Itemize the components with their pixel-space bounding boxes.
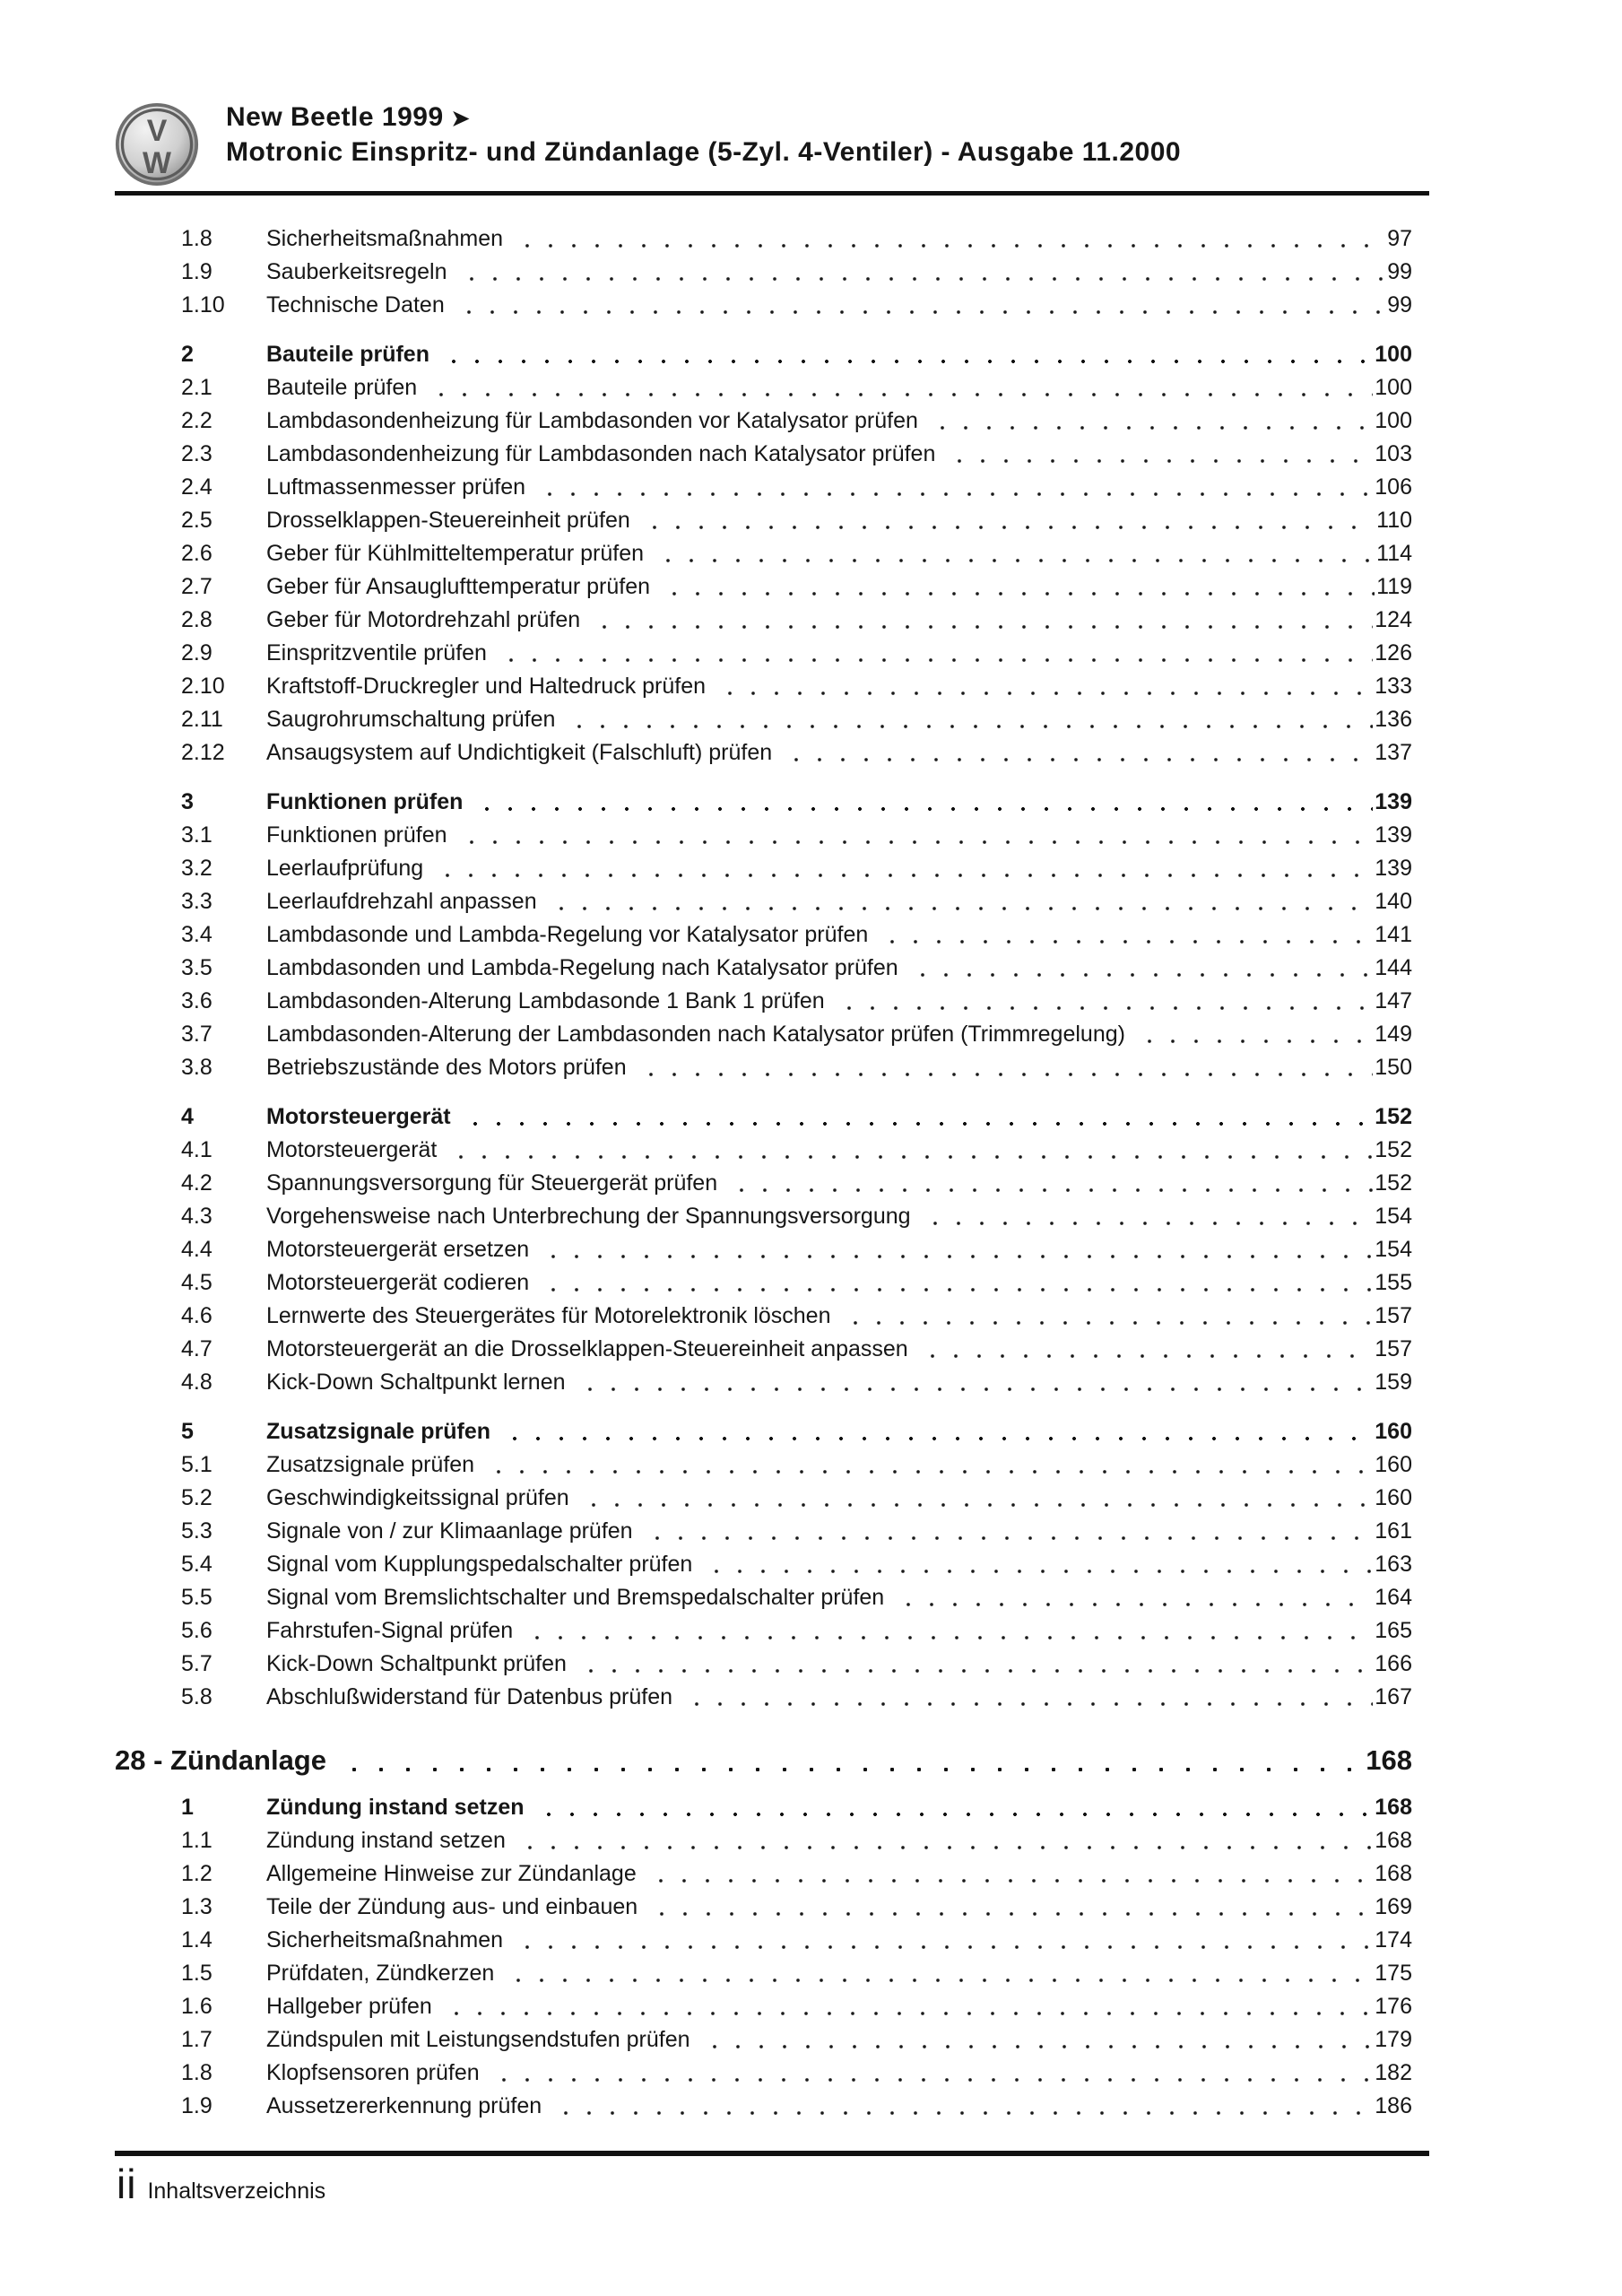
toc-entry-number: 1.8 — [181, 226, 213, 251]
dot-leader — [512, 1924, 1373, 1957]
toc-page-number: 149 — [1375, 1022, 1412, 1047]
toc-row — [115, 1482, 1429, 1515]
toc-page-number: 100 — [1375, 408, 1412, 433]
toc-entry-title: Leerlaufdrehzahl anpassen — [266, 889, 537, 914]
toc-page-number: 152 — [1375, 1137, 1412, 1162]
toc-entry-number: 5.1 — [181, 1452, 213, 1477]
toc-page-number: 160 — [1375, 1419, 1412, 1444]
toc-row — [115, 1548, 1429, 1581]
toc-entry-number: 1.2 — [181, 1861, 213, 1886]
toc-entry-title: Kick-Down Schaltpunkt prüfen — [266, 1651, 567, 1676]
dot-leader — [642, 1515, 1374, 1548]
toc-row — [115, 570, 1429, 604]
toc-entry-title: Zündung instand setzen — [266, 1828, 506, 1853]
toc-row — [115, 1167, 1429, 1200]
toc-page-number: 155 — [1375, 1270, 1412, 1295]
toc-page-number: 168 — [1375, 1795, 1412, 1820]
toc-row — [115, 670, 1429, 703]
toc-entry-number: 2.4 — [181, 474, 213, 500]
toc-page-number: 176 — [1375, 1994, 1412, 2019]
toc-entry-title: Betriebszustände des Motors prüfen — [266, 1055, 627, 1080]
toc-entry-number: 5.8 — [181, 1684, 213, 1709]
dot-leader — [454, 289, 1385, 322]
toc-row — [115, 1739, 1429, 1782]
toc-entry-title: Zündung instand setzen — [266, 1795, 525, 1820]
dot-leader — [646, 1891, 1373, 1924]
dot-leader — [438, 338, 1373, 371]
toc-entry-title: Signal vom Bremslichtschalter und Bremspedalschalter prüfen — [266, 1585, 885, 1610]
toc-row — [115, 1266, 1429, 1300]
toc-row — [115, 1448, 1429, 1482]
dot-leader — [335, 1739, 1364, 1782]
dot-leader — [907, 952, 1374, 985]
toc-entry-title: Kick-Down Schaltpunkt lernen — [266, 1370, 566, 1395]
toc-page-number: 186 — [1375, 2093, 1412, 2118]
dot-leader — [456, 819, 1374, 852]
dot-leader — [781, 736, 1373, 770]
toc-page-number: 124 — [1375, 607, 1412, 632]
toc-row — [115, 1824, 1429, 1857]
header-model-line — [226, 100, 1429, 135]
toc-entry-title: Signale von / zur Klimaanlage prüfen — [266, 1518, 633, 1544]
toc — [115, 222, 1429, 2123]
toc-entry-number: 3.6 — [181, 988, 213, 1013]
dot-leader — [877, 918, 1373, 952]
toc-page-number: 161 — [1375, 1518, 1412, 1544]
toc-page-number: 136 — [1375, 707, 1412, 732]
toc-entry-number: 2 — [181, 342, 194, 367]
toc-entry-title: Funktionen prüfen — [266, 789, 464, 814]
dot-leader — [726, 1167, 1373, 1200]
dot-leader — [639, 504, 1375, 537]
dot-leader — [589, 604, 1373, 637]
vw-logo-icon — [115, 102, 199, 187]
toc-row — [115, 1857, 1429, 1891]
toc-page-number: 175 — [1375, 1961, 1412, 1986]
toc-entry-title: Saugrohrumschaltung prüfen — [266, 707, 556, 732]
toc-page-number: 157 — [1375, 1303, 1412, 1328]
dot-leader — [636, 1051, 1374, 1084]
toc-entry-title: Motorsteuergerät an die Drosselklappen-Steuereinheit anpassen — [266, 1336, 908, 1361]
dot-leader — [426, 371, 1373, 404]
toc-entry-title: Kraftstoff-Druckregler und Haltedruck prüfen — [266, 674, 707, 699]
toc-row — [115, 1990, 1429, 2023]
toc-entry-title: Lernwerte des Steuergerätes für Motorelektronik löschen — [266, 1303, 831, 1328]
toc-entry-number: 4.3 — [181, 1204, 213, 1229]
toc-entry-number: 4.6 — [181, 1303, 213, 1328]
toc-entry-title: Motorsteuergerät — [266, 1104, 451, 1129]
toc-row — [115, 1200, 1429, 1233]
toc-row — [115, 736, 1429, 770]
toc-page-number: 168 — [1375, 1828, 1412, 1853]
toc-page-number: 169 — [1375, 1894, 1412, 1919]
toc-page-number: 99 — [1387, 292, 1412, 317]
toc-entry-title: Motorsteuergerät codieren — [266, 1270, 530, 1295]
dot-leader — [840, 1300, 1374, 1333]
toc-entry-title: Funktionen prüfen — [266, 822, 447, 848]
toc-entry-title: Zündspulen mit Leistungsendstufen prüfen — [266, 2027, 690, 2052]
toc-page-number: 147 — [1375, 988, 1412, 1013]
toc-page-number: 99 — [1387, 259, 1412, 284]
dot-leader — [432, 852, 1373, 885]
toc-page-number: 166 — [1375, 1651, 1412, 1676]
toc-entry-title: Zusatzsignale prüfen — [266, 1452, 475, 1477]
toc-entry-number: 3.3 — [181, 889, 213, 914]
toc-entry-title: Leerlaufprüfung — [266, 856, 424, 881]
toc-page-number: 163 — [1375, 1552, 1412, 1577]
toc-page-number: 174 — [1375, 1927, 1412, 1952]
toc-row — [115, 1366, 1429, 1399]
toc-entry-title: Luftmassenmesser prüfen — [266, 474, 526, 500]
toc-row — [115, 2090, 1429, 2123]
toc-page-number: 154 — [1375, 1237, 1412, 1262]
toc-row — [115, 819, 1429, 852]
toc-row — [115, 1581, 1429, 1614]
dot-leader — [441, 1990, 1373, 2023]
dot-leader — [522, 1614, 1373, 1648]
toc-entry-number: 1.4 — [181, 1927, 213, 1952]
toc-entry-number: 1.6 — [181, 1994, 213, 2019]
toc-entry-number: 3.1 — [181, 822, 213, 848]
footer-page-number: ii — [117, 2161, 137, 2207]
toc-row — [115, 985, 1429, 1018]
toc-entry-number: 4.7 — [181, 1336, 213, 1361]
toc-page-number: 140 — [1375, 889, 1412, 914]
dot-leader — [578, 1482, 1374, 1515]
dot-leader — [944, 438, 1373, 471]
dot-leader — [653, 537, 1375, 570]
toc-row — [115, 1233, 1429, 1266]
toc-row — [115, 1791, 1429, 1824]
toc-row — [115, 256, 1429, 289]
toc-page-number: 100 — [1375, 375, 1412, 400]
toc-entry-title: Lambdasondenheizung für Lambdasonden vor Katalysator prüfen — [266, 408, 918, 433]
toc-entry-number: 5.4 — [181, 1552, 213, 1577]
toc-entry-number: 2.8 — [181, 607, 213, 632]
toc-entry-number: 5.6 — [181, 1618, 213, 1643]
dot-leader — [512, 222, 1385, 256]
toc-row — [115, 537, 1429, 570]
toc-entry-number: 5.2 — [181, 1485, 213, 1510]
toc-row — [115, 952, 1429, 985]
dot-leader — [515, 1824, 1373, 1857]
toc-entry-number: 1.5 — [181, 1961, 213, 1986]
toc-page-number: 139 — [1375, 822, 1412, 848]
toc-entry-title: Bauteile prüfen — [266, 342, 429, 367]
toc-entry-title: Ansaugsystem auf Undichtigkeit (Falschluft) prüfen — [266, 740, 773, 765]
svg-text:W: W — [143, 145, 171, 180]
toc-entry-title: Signal vom Kupplungspedalschalter prüfen — [266, 1552, 693, 1577]
toc-entry-number: 4.5 — [181, 1270, 213, 1295]
toc-entry-title: Allgemeine Hinweise zur Zündanlage — [266, 1861, 637, 1886]
toc-page-number: 137 — [1375, 740, 1412, 765]
toc-entry-number: 1.7 — [181, 2027, 213, 2052]
toc-entry-title: Lambdasonden-Alterung der Lambdasonden nach Katalysator prüfen (Trimmregelung) — [266, 1022, 1125, 1047]
page-header — [115, 100, 1429, 180]
dot-leader — [551, 2090, 1373, 2123]
toc-entry-number: 4.4 — [181, 1237, 213, 1262]
dot-leader — [496, 637, 1373, 670]
toc-entry-title: Teile der Zündung aus- und einbauen — [266, 1894, 638, 1919]
dot-leader — [538, 1266, 1373, 1300]
toc-row — [115, 1300, 1429, 1333]
toc-page-number: 106 — [1375, 474, 1412, 500]
toc-page-number: 159 — [1375, 1370, 1412, 1395]
dot-leader — [701, 1548, 1373, 1581]
toc-page-number: 110 — [1376, 508, 1412, 533]
toc-entry-title: Motorsteuergerät ersetzen — [266, 1237, 530, 1262]
toc-row — [115, 918, 1429, 952]
toc-page-number: 133 — [1375, 674, 1412, 699]
toc-page-number: 182 — [1375, 2060, 1412, 2085]
toc-entry-title: Klopfsensoren prüfen — [266, 2060, 480, 2085]
toc-page-number: 168 — [1366, 1744, 1412, 1776]
toc-entry-number: 1 — [181, 1795, 194, 1820]
dot-leader — [576, 1648, 1373, 1681]
dot-leader — [489, 2057, 1374, 2090]
toc-row — [115, 1415, 1429, 1448]
toc-entry-number: 4.8 — [181, 1370, 213, 1395]
toc-page-number: 152 — [1375, 1104, 1412, 1129]
toc-entry-title: Sicherheitsmaßnahmen — [266, 226, 504, 251]
toc-entry-number: 5 — [181, 1419, 194, 1444]
toc-entry-number: 5.5 — [181, 1585, 213, 1610]
toc-row — [115, 1333, 1429, 1366]
toc-entry-number: 3.5 — [181, 955, 213, 980]
dot-leader — [483, 1448, 1373, 1482]
toc-row — [115, 1681, 1429, 1714]
toc-page-number: 119 — [1376, 574, 1412, 599]
toc-page-number: 179 — [1375, 2027, 1412, 2052]
toc-row — [115, 1648, 1429, 1681]
toc-entry-number: 2.7 — [181, 574, 213, 599]
toc-entry-number: 3.4 — [181, 922, 213, 947]
dot-leader — [715, 670, 1373, 703]
toc-page-number: 103 — [1375, 441, 1412, 466]
toc-page-number: 150 — [1375, 1055, 1412, 1080]
toc-page-number: 152 — [1375, 1170, 1412, 1196]
header-subtitle: Motronic Einspritz- und Zündanlage (5-Zyl. 4-Ventiler) - Ausgabe 11.2000 — [226, 137, 1182, 167]
toc-row — [115, 1134, 1429, 1167]
toc-row — [115, 504, 1429, 537]
dot-leader — [575, 1366, 1374, 1399]
toc-page-number: 141 — [1375, 922, 1412, 947]
dot-leader — [503, 1957, 1373, 1990]
toc-entry-title: Geber für Ansauglufttemperatur prüfen — [266, 574, 651, 599]
dot-leader — [699, 2023, 1374, 2057]
toc-entry-number: 5.7 — [181, 1651, 213, 1676]
dot-leader — [538, 1233, 1373, 1266]
toc-page-number: 160 — [1375, 1452, 1412, 1477]
toc-entry-title: Hallgeber prüfen — [266, 1994, 432, 2019]
toc-row — [115, 1957, 1429, 1990]
toc-row — [115, 404, 1429, 438]
toc-entry-number: 2.1 — [181, 375, 213, 400]
toc-row — [115, 2057, 1429, 2090]
dot-leader — [1134, 1018, 1373, 1051]
toc-entry-title: Motorsteuergerät — [266, 1137, 438, 1162]
toc-entry-title: Spannungsversorgung für Steuergerät prüfen — [266, 1170, 718, 1196]
toc-page-number: 167 — [1375, 1684, 1412, 1709]
toc-row — [115, 2023, 1429, 2057]
toc-row — [115, 338, 1429, 371]
toc-entry-number: 1.1 — [181, 1828, 213, 1853]
toc-entry-number: 2.3 — [181, 441, 213, 466]
toc-entry-number: 4 — [181, 1104, 194, 1129]
toc-entry-number: 2.2 — [181, 408, 213, 433]
toc-entry-number: 1.9 — [181, 259, 213, 284]
dot-leader — [681, 1681, 1373, 1714]
toc-entry-title: Prüfdaten, Zündkerzen — [266, 1961, 495, 1986]
toc-entry-number: 3.8 — [181, 1055, 213, 1080]
dot-leader — [927, 404, 1373, 438]
dot-leader — [834, 985, 1374, 1018]
toc-page-number: 160 — [1375, 1485, 1412, 1510]
footer-label: Inhaltsverzeichnis — [147, 2179, 326, 2204]
toc-page-number: 165 — [1375, 1618, 1412, 1643]
toc-row — [115, 786, 1429, 819]
toc-row — [115, 371, 1429, 404]
toc-entry-title: Aussetzererkennung prüfen — [266, 2093, 542, 2118]
toc-entry-number: 4.1 — [181, 1137, 213, 1162]
toc-entry-number: 2.12 — [181, 740, 225, 765]
footer-divider — [115, 2151, 1429, 2156]
toc-entry-title: Drosselklappen-Steuereinheit prüfen — [266, 508, 630, 533]
toc-entry-title: Geber für Motordrehzahl prüfen — [266, 607, 581, 632]
dot-leader — [499, 1415, 1373, 1448]
toc-page-number: 97 — [1387, 226, 1412, 251]
header-divider — [115, 191, 1429, 196]
toc-entry-title: Geschwindigkeitssignal prüfen — [266, 1485, 569, 1510]
toc-entry-title: Vorgehensweise nach Unterbrechung der Spannungsversorgung — [266, 1204, 911, 1229]
dot-leader — [659, 570, 1375, 604]
toc-page-number: 164 — [1375, 1585, 1412, 1610]
toc-entry-title: Fahrstufen-Signal prüfen — [266, 1618, 514, 1643]
toc-row — [115, 1018, 1429, 1051]
toc-entry-title: Einspritzventile prüfen — [266, 640, 487, 665]
toc-entry-number: 2.9 — [181, 640, 213, 665]
svg-text:V: V — [146, 114, 168, 149]
toc-row — [115, 852, 1429, 885]
toc-page-number: 100 — [1375, 342, 1412, 367]
toc-row — [115, 289, 1429, 322]
toc-page-number: 114 — [1376, 541, 1412, 566]
toc-entry-number: 5.3 — [181, 1518, 213, 1544]
dot-leader — [920, 1200, 1374, 1233]
toc-page-number: 157 — [1375, 1336, 1412, 1361]
page-footer — [117, 2160, 325, 2208]
toc-entry-title: Lambdasonden-Alterung Lambdasonde 1 Bank 1 prüfen — [266, 988, 825, 1013]
toc-entry-title: Sauberkeitsregeln — [266, 259, 447, 284]
dot-leader — [534, 471, 1373, 504]
toc-row — [115, 885, 1429, 918]
toc-row — [115, 222, 1429, 256]
toc-page-number: 168 — [1375, 1861, 1412, 1886]
toc-row — [115, 1051, 1429, 1084]
toc-entry-title: Zusatzsignale prüfen — [266, 1419, 491, 1444]
toc-entry-number: 1.8 — [181, 2060, 213, 2085]
toc-row — [115, 1515, 1429, 1548]
toc-entry-title: Lambdasondenheizung für Lambdasonden nach Katalysator prüfen — [266, 441, 936, 466]
toc-entry-number: 3.7 — [181, 1022, 213, 1047]
toc-row — [115, 1100, 1429, 1134]
dot-leader — [893, 1581, 1373, 1614]
toc-row — [115, 471, 1429, 504]
toc-entry-title: Geber für Kühlmitteltemperatur prüfen — [266, 541, 645, 566]
toc-page-number: 154 — [1375, 1204, 1412, 1229]
dot-leader — [646, 1857, 1374, 1891]
toc-entry-title: Bauteile prüfen — [266, 375, 418, 400]
toc-entry-number: 1.10 — [181, 292, 225, 317]
toc-entry-number: 1.3 — [181, 1894, 213, 1919]
toc-entry-title: Abschlußwiderstand für Datenbus prüfen — [266, 1684, 673, 1709]
toc-page-number: 144 — [1375, 955, 1412, 980]
forward-arrow-icon: ➤ — [451, 107, 471, 131]
toc-entry-number: 3.2 — [181, 856, 213, 881]
dot-leader — [456, 256, 1386, 289]
toc-entry-number: 2.10 — [181, 674, 225, 699]
toc-row — [115, 1924, 1429, 1957]
dot-leader — [472, 786, 1373, 819]
toc-entry-number: 2.5 — [181, 508, 213, 533]
dot-leader — [564, 703, 1373, 736]
toc-row — [115, 604, 1429, 637]
toc-entry-number: 3 — [181, 789, 194, 814]
dot-leader — [546, 885, 1374, 918]
toc-page-number: 139 — [1375, 789, 1412, 814]
toc-entry-title: 28 - Zündanlage — [115, 1744, 326, 1776]
toc-page-number: 126 — [1375, 640, 1412, 665]
toc-entry-number: 2.6 — [181, 541, 213, 566]
toc-entry-title: Sicherheitsmaßnahmen — [266, 1927, 504, 1952]
dot-leader — [446, 1134, 1373, 1167]
toc-row — [115, 703, 1429, 736]
toc-row — [115, 637, 1429, 670]
toc-row — [115, 1891, 1429, 1924]
dot-leader — [917, 1333, 1374, 1366]
toc-row — [115, 1614, 1429, 1648]
toc-entry-title: Lambdasonde und Lambda-Regelung vor Katalysator prüfen — [266, 922, 869, 947]
toc-entry-number: 4.2 — [181, 1170, 213, 1196]
toc-entry-title: Lambdasonden und Lambda-Regelung nach Katalysator prüfen — [266, 955, 898, 980]
toc-entry-number: 1.9 — [181, 2093, 213, 2118]
dot-leader — [533, 1791, 1374, 1824]
dot-leader — [460, 1100, 1374, 1134]
header-title: New Beetle 1999 — [226, 102, 444, 132]
toc-entry-number: 2.11 — [181, 707, 223, 732]
toc-row — [115, 438, 1429, 471]
toc-page-number: 139 — [1375, 856, 1412, 881]
toc-entry-title: Technische Daten — [266, 292, 445, 317]
